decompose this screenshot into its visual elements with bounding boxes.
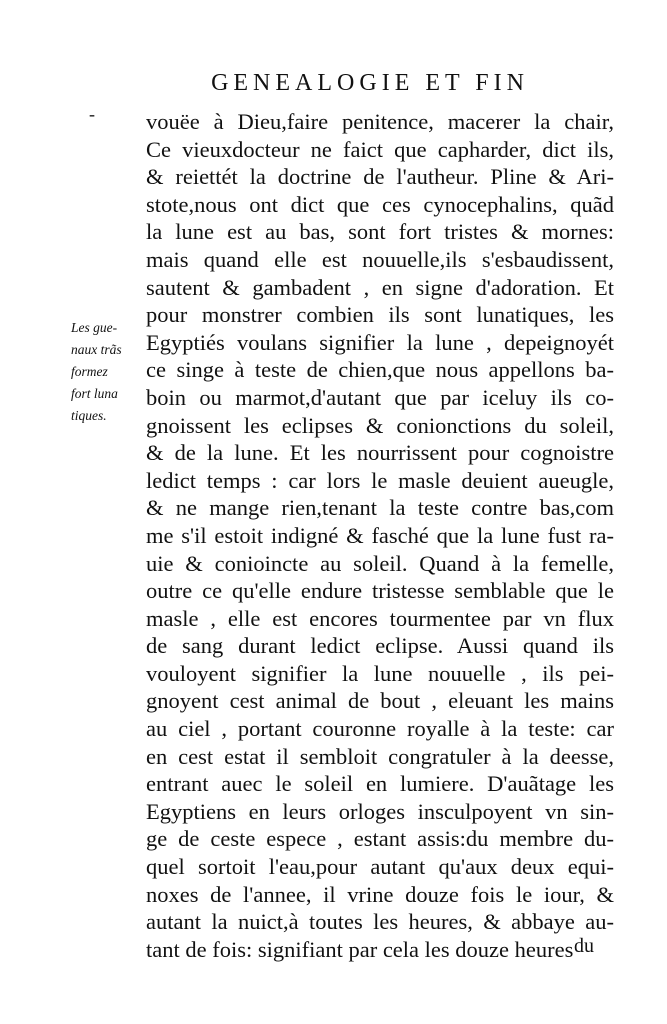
text-line: en cest estat il sembloit congratuler à la deesse, (146, 743, 614, 769)
marginal-note (71, 317, 143, 427)
text-line: & de la lune. Et les nourrissent pour cognoistre (146, 440, 614, 466)
text-line: la lune est au bas, sont fort tristes & mornes: (146, 219, 614, 245)
text-line: boin ou marmot,d'autant que par iceluy ils co- (146, 384, 614, 410)
text-line: gnoyent cest animal de bout , eleuant les mains (146, 688, 614, 714)
text-line: mais quand elle est nouuelle,ils s'esbaudissent, (146, 246, 614, 272)
text-line: quel sortoit l'eau,pour autant qu'aux deux equi- (146, 854, 614, 880)
text-line: ce singe à teste de chien,que nous appellons ba- (146, 357, 614, 383)
text-line: pour monstrer combien ils sont lunatiques, les (146, 302, 614, 328)
text-line: au ciel , portant couronne royalle à la teste: car (146, 716, 614, 742)
running-head: GENEALOGIE ET FIN (211, 70, 529, 96)
text-line: Egyptiés voulans signifier la lune , depeignoyét (146, 329, 614, 355)
text-line: gnoissent les eclipses & conionctions du soleil, (146, 412, 614, 438)
text-line: sautent & gambadent , en signe d'adoration. Et (146, 274, 614, 300)
text-line: noxes de l'annee, il vrine douze fois le iour, & (146, 881, 614, 907)
text-line: & reiettét la doctrine de l'autheur. Pline & Ari- (146, 164, 614, 190)
text-line: outre ce qu'elle endure tristesse semblable que le (146, 578, 614, 604)
text-line: autant la nuict,à toutes les heures, & abbaye au- (146, 909, 614, 935)
text-line: tant de fois: signifiant par cela les douze heures (146, 936, 574, 962)
marginal-note-line: tiques. (71, 408, 107, 423)
marginal-note-line: fort luna (71, 386, 118, 401)
text-line: Egyptiens en leurs orloges insculpoyent vn sin- (146, 798, 614, 824)
marginal-note-line: naux trãs (71, 342, 122, 357)
catchword: du (574, 935, 594, 957)
text-line: me s'il estoit indigné & fasché que la lune fust ra- (146, 522, 614, 548)
text-line: vouëe à Dieu,faire penitence, macerer la chair, (146, 109, 614, 134)
body-text (146, 108, 614, 963)
text-line: & ne mange rien,tenant la teste contre bas,com (146, 495, 614, 521)
marginal-note-line: formez (71, 364, 108, 379)
text-line: uie & conioincte au soleil. Quand à la femelle, (146, 550, 614, 576)
text-line: de sang durant ledict eclipse. Aussi quand ils (146, 633, 614, 659)
text-line: Ce vieuxdocteur ne faict que capharder, dict ils, (146, 136, 614, 162)
text-line: stote,nous ont dict que ces cynocephalins, quãd (146, 191, 614, 217)
text-line: ledict temps : car lors le masle deuient aueugle, (146, 467, 614, 493)
text-line: entrant auec le soleil en lumiere. D'auãtage les (146, 771, 614, 797)
text-line: ge de ceste espece , estant assis:du membre du- (146, 826, 614, 852)
marginal-note-line: Les gue- (71, 320, 118, 335)
text-line: masle , elle est encores tourmentee par vn flux (146, 605, 614, 631)
text-line: vouloyent signifier la lune nouuelle , ils pei- (146, 660, 614, 686)
margin-mark: - (89, 104, 95, 124)
